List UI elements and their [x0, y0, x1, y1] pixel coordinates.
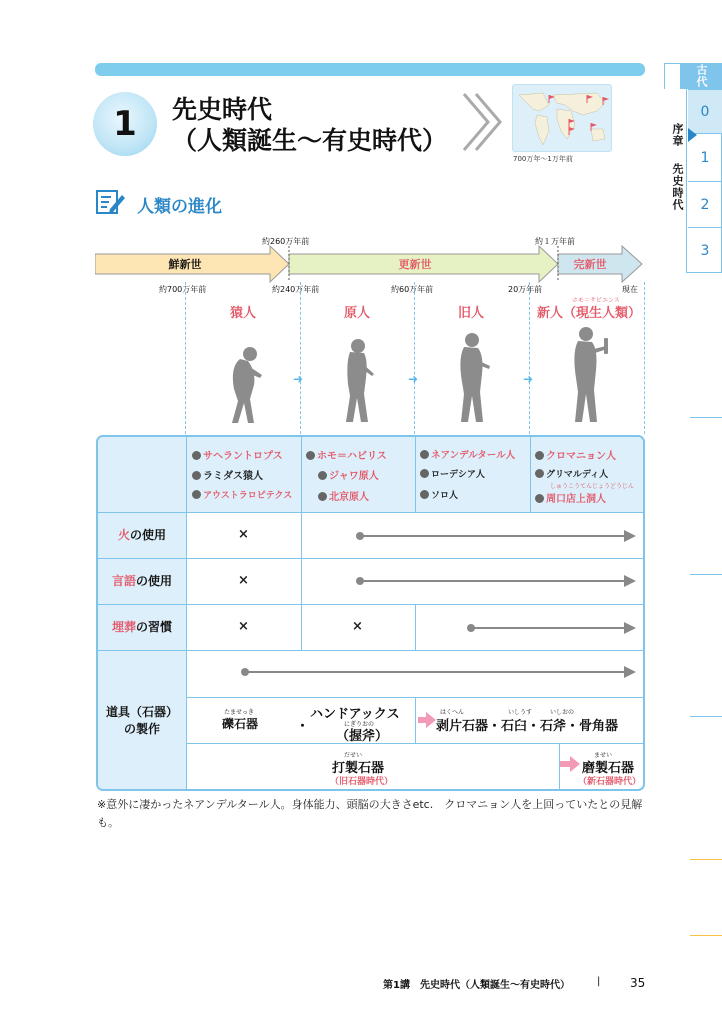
species-upper-cave-man: 周口店上洞人 — [535, 490, 606, 505]
tool-chipped-sub: （旧石器時代） — [330, 777, 394, 787]
tick-700: 約700万年前 — [159, 285, 207, 294]
stage-ape-man: 猿人 — [230, 306, 257, 321]
side-chapter-label: 序章 — [671, 123, 684, 147]
edge-line — [690, 716, 722, 717]
map-caption: 700万年～1万年前 — [513, 155, 573, 163]
edge-line — [690, 574, 722, 575]
fire-arrow — [360, 535, 634, 537]
ruby-polished: ませい — [594, 752, 613, 759]
current-marker-icon — [688, 128, 697, 142]
divider-line — [300, 282, 301, 434]
side-num-2: 2 — [700, 196, 710, 213]
ruby-handaxe: にぎりおの — [344, 721, 375, 728]
species-row-label — [98, 437, 187, 513]
tool-handaxe: ハンドアックス — [310, 707, 400, 722]
footer-title: 第1講 先史時代（人類誕生～有史時代） — [383, 980, 570, 991]
neanderthal-figure-icon — [452, 332, 496, 424]
title-line1: 先史時代 — [172, 95, 273, 124]
chapter-number: 1 — [113, 104, 137, 144]
tool-flake: 剥片石器・石臼・石斧・骨角器 — [436, 719, 619, 734]
species-australopithecus: アウストラロピテクス — [192, 488, 292, 501]
row-divider — [187, 743, 645, 744]
col-divider — [301, 605, 302, 651]
tool-pebble: 礫石器 — [222, 717, 259, 731]
species-sahelanthropus: サヘラントロプス — [192, 447, 283, 462]
fire-cross: × — [238, 527, 249, 542]
col-divider — [301, 437, 302, 513]
chevron-right-icon — [458, 88, 504, 156]
side-nav-item-2[interactable] — [688, 181, 722, 227]
species-solo-man: ソロ人 — [420, 488, 458, 501]
fire-row-label: 火 の使用 — [98, 513, 187, 559]
ruby-zhoukoudian: しゅうこうてんじょうどうじん — [550, 483, 635, 490]
section-title: 人類の進化 — [137, 197, 222, 217]
col-divider — [301, 559, 302, 605]
page-number: 35 — [630, 976, 646, 990]
pencil-note-icon — [96, 189, 126, 215]
arrow-right-icon: ➜ — [408, 372, 419, 386]
language-row-label: 言語 の使用 — [98, 559, 187, 605]
language-arrow — [360, 580, 634, 582]
col-divider — [415, 697, 416, 743]
tool-dot: ・ — [296, 719, 310, 734]
burial-row-label: 埋葬 の習慣 — [98, 605, 187, 651]
divider-line — [644, 282, 645, 434]
species-rhodesian: ローデシア人 — [420, 467, 485, 480]
ruby-flake: はくへん — [440, 709, 465, 716]
burial-cross-1: × — [238, 619, 249, 634]
side-tab-label: 古代 — [695, 64, 708, 88]
australopithecus-figure-icon — [220, 345, 270, 425]
species-java-man: ジャワ原人 — [318, 467, 379, 482]
page-title — [172, 94, 447, 156]
side-num-1: 1 — [700, 149, 710, 166]
tick-20: 20万年前 — [508, 285, 543, 294]
edge-line — [690, 417, 722, 418]
stage-homo-erectus: 原人 — [344, 306, 371, 321]
stage-old-man: 旧人 — [458, 306, 485, 321]
tick-260: 約260万年前 — [262, 237, 310, 246]
pink-arrow-icon — [570, 756, 580, 772]
side-num-3: 3 — [700, 242, 710, 259]
tool-handaxe-sub: （握斧） — [336, 729, 389, 744]
ruby-chipped: だせい — [344, 752, 363, 759]
burial-arrow — [471, 627, 634, 629]
edge-line — [690, 859, 722, 860]
tool-chipped: 打製石器 — [332, 761, 385, 776]
col-divider — [301, 513, 302, 559]
pink-arrow-icon — [426, 712, 436, 728]
language-cross: × — [238, 573, 249, 588]
footer-separator: | — [597, 976, 601, 987]
chapter-number-badge — [93, 92, 157, 156]
side-num-0: 0 — [700, 103, 710, 120]
col-divider — [530, 437, 531, 513]
tool-polished: 磨製石器 — [582, 761, 635, 776]
species-ramidus: ラミダス猿人 — [192, 467, 263, 482]
species-cro-magnon: クロマニョン人 — [535, 447, 616, 462]
tool-polished-sub: （新石器時代） — [578, 777, 642, 787]
ruby-pebble: たませっき — [224, 709, 254, 716]
tick-60: 約60万年前 — [391, 285, 434, 294]
row-divider — [187, 697, 645, 698]
tick-1: 約１万年前 — [535, 237, 575, 246]
tools-row-label: 道具（石器） の製作 — [98, 651, 187, 791]
species-peking-man: 北京原人 — [318, 488, 369, 503]
homo-erectus-figure-icon — [336, 338, 380, 424]
burial-cross-2: × — [352, 619, 363, 634]
tick-240: 約240万年前 — [272, 285, 320, 294]
row-divider — [187, 604, 645, 605]
ruby-axe: いしおの — [550, 709, 575, 716]
side-chapter-title: 先史時代 — [671, 163, 684, 211]
stage-new-man: 新人（現生人類） — [537, 306, 642, 321]
arrow-right-icon: ➜ — [523, 372, 534, 386]
era-pliocene: 鮮新世 — [168, 258, 202, 271]
col-divider — [415, 437, 416, 513]
side-chapter — [664, 89, 687, 273]
footnote: ※意外に凄かったネアンデルタール人。身体能力、頭脳の大きさetc. クロマニョン人を上回っていたとの見解も。 — [97, 798, 643, 829]
era-pleistocene: 更新世 — [398, 258, 432, 271]
world-map — [512, 84, 612, 152]
top-bar — [95, 63, 645, 76]
ruby-homo-sapiens: ホモ＝サピエンス — [572, 297, 620, 304]
side-tab-ancient[interactable] — [680, 63, 722, 89]
tools-arrow — [245, 671, 634, 673]
col-divider — [415, 605, 416, 651]
arrow-right-icon: ➜ — [293, 372, 304, 386]
species-homo-habilis: ホモ＝ハビリス — [306, 447, 387, 462]
row-divider — [187, 650, 645, 651]
species-neanderthal: ネアンデルタール人 — [420, 447, 515, 461]
tick-now: 現在 — [622, 285, 638, 294]
title-line2: （人類誕生～有史時代） — [172, 126, 448, 155]
divider-line — [185, 282, 186, 434]
cro-magnon-figure-icon — [566, 326, 616, 424]
side-nav-item-0[interactable] — [688, 89, 722, 133]
world-map-icon — [513, 85, 613, 153]
side-nav-item-3[interactable] — [688, 227, 722, 273]
species-grimaldi: グリマルディ人 — [535, 467, 608, 480]
col-divider — [559, 743, 560, 791]
ruby-quern: いしうす — [508, 709, 533, 716]
edge-line — [690, 935, 722, 936]
row-divider — [187, 558, 645, 559]
divider-line — [414, 282, 415, 434]
evolution-table — [96, 435, 645, 791]
era-holocene: 完新世 — [573, 258, 607, 271]
divider-line — [529, 282, 530, 434]
